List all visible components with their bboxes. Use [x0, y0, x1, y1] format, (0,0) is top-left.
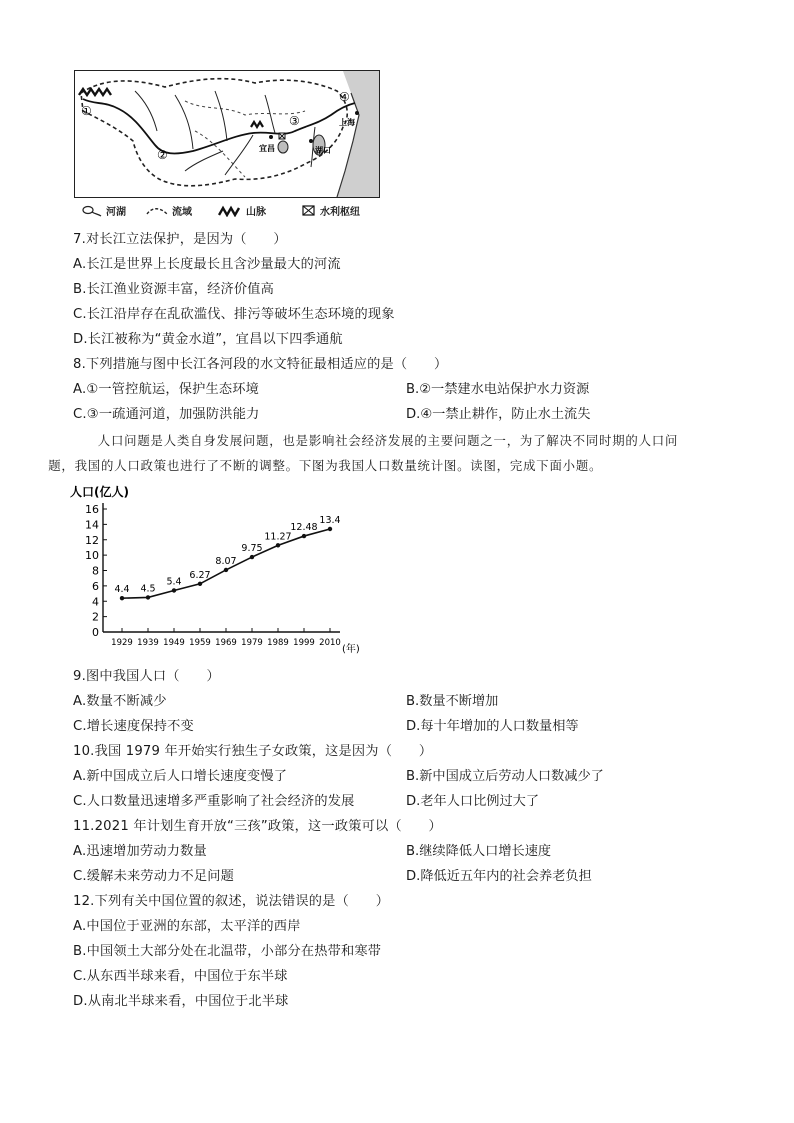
legend-label-river: 河湖 [106, 207, 126, 218]
river-lake-icon [82, 205, 102, 217]
y-tick-label: 0 [92, 626, 99, 639]
lake [278, 141, 288, 153]
q8-option-a[interactable]: A.①一管控航运，保护生态环境 [73, 382, 260, 397]
map-drawing [75, 71, 379, 197]
population-intro [48, 428, 721, 478]
basin-boundary [81, 79, 347, 186]
data-point [146, 595, 150, 599]
q9-option-c[interactable]: C.增长速度保持不变 [73, 719, 194, 734]
q11-stem: 11.2021 年计划生育开放“三孩”政策，这一政策可以（ ） [73, 819, 442, 834]
data-label: 5.4 [166, 576, 182, 588]
q12-option-b[interactable]: B.中国领土大部分处在北温带，小部分在热带和寒带 [73, 944, 382, 959]
y-tick-label: 10 [85, 549, 99, 563]
q11-option-b[interactable]: B.继续降低人口增长速度 [406, 844, 552, 859]
population-chart [70, 482, 380, 657]
city-label-hukou: 湖口 [315, 146, 331, 155]
q12-stem: 12.下列有关中国位置的叙述，说法错误的是（ ） [73, 894, 390, 909]
data-point [328, 527, 332, 531]
q9-option-a[interactable]: A.数量不断减少 [73, 694, 167, 709]
y-tick-label: 6 [92, 579, 99, 593]
x-tick-label: 1959 [189, 638, 211, 648]
data-label: 6.27 [189, 569, 211, 581]
marker-4: ④ [339, 90, 350, 104]
y-tick-label: 4 [92, 595, 99, 609]
q10-option-b[interactable]: B.新中国成立后劳动人口数减少了 [406, 769, 604, 784]
city-label-yichang: 宜昌 [259, 144, 275, 153]
data-label: 12.48 [290, 522, 318, 534]
legend-label-basin: 流域 [172, 207, 192, 218]
q7-option-c[interactable]: C.长江沿岸存在乱砍滥伐、排污等破坏生态环境的现象 [73, 307, 395, 322]
y-tick-label: 8 [92, 564, 99, 578]
intro-line-2: 题，我国的人口政策也进行了不断的调整。下图为我国人口数量统计图。读图，完成下面小题。 [48, 458, 603, 473]
q12-option-d[interactable]: D.从南北半球来看，中国位于北半球 [73, 994, 289, 1009]
q7-option-a[interactable]: A.长江是世界上长度最长且含沙量最大的河流 [73, 257, 341, 272]
legend-item-mountain [218, 203, 266, 218]
mountain-range [79, 89, 111, 95]
city-label-shanghai: 上海 [339, 118, 355, 127]
data-label: 11.27 [264, 531, 292, 543]
data-point [302, 534, 306, 538]
data-label: 4.5 [140, 583, 156, 595]
marker-2: ② [157, 148, 168, 162]
x-tick-label: 1989 [267, 638, 289, 648]
q11-option-a[interactable]: A.迅速增加劳动力数量 [73, 844, 207, 859]
x-tick-label: 1999 [293, 638, 315, 648]
x-tick-label: 1979 [241, 638, 263, 648]
legend-label-dam: 水利枢纽 [320, 207, 360, 218]
x-tick-label: 1949 [163, 638, 185, 648]
mountain-range [251, 122, 263, 127]
q8-option-c[interactable]: C.③一疏通河道，加强防洪能力 [73, 407, 260, 422]
mountain-icon [218, 205, 242, 217]
legend-label-mountain: 山脉 [246, 207, 266, 218]
data-point [198, 582, 202, 586]
q10-option-a[interactable]: A.新中国成立后人口增长速度变慢了 [73, 769, 288, 784]
x-tick-label: 1929 [111, 638, 133, 648]
q11-option-c[interactable]: C.缓解未来劳动力不足问题 [73, 869, 235, 884]
legend-item-dam [302, 203, 360, 218]
data-point [224, 568, 228, 572]
q9-option-b[interactable]: B.数量不断增加 [406, 694, 499, 709]
q7-option-d[interactable]: D.长江被称为“黄金水道”，宜昌以下四季通航 [73, 332, 343, 347]
x-tick-label: 2010 [319, 638, 341, 648]
yangtze-basin-map [74, 70, 380, 198]
y-tick-label: 12 [85, 533, 99, 547]
x-tick-label: 1939 [137, 638, 159, 648]
q11-option-d[interactable]: D.降低近五年内的社会养老负担 [406, 869, 592, 884]
x-tick-label: 1969 [215, 638, 237, 648]
map-legend [82, 201, 382, 219]
data-label: 13.4 [319, 514, 341, 526]
basin-boundary-icon [146, 205, 168, 217]
q8-option-b[interactable]: B.②一禁建水电站保护水力资源 [406, 382, 590, 397]
q9-stem: 9.图中我国人口（ ） [73, 669, 220, 684]
y-tick-label: 14 [85, 518, 99, 532]
intro-line-1: 人口问题是人类自身发展问题，也是影响社会经济发展的主要问题之一，为了解决不同时期的人口问 [97, 433, 679, 448]
data-label: 9.75 [241, 543, 263, 555]
q9-option-d[interactable]: D.每十年增加的人口数量相等 [406, 719, 579, 734]
chart-ylabel: 人口(亿人) [70, 485, 129, 499]
population-line-chart [70, 482, 380, 657]
data-point [250, 555, 254, 559]
marker-1: ① [81, 104, 92, 118]
marker-3: ③ [289, 114, 300, 128]
q8-option-d[interactable]: D.④一禁止耕作，防止水土流失 [406, 407, 591, 422]
chart-xlabel: (年) [342, 644, 360, 655]
data-point [172, 588, 176, 592]
q7-option-b[interactable]: B.长江渔业资源丰富，经济价值高 [73, 282, 275, 297]
dam-icon [302, 205, 316, 217]
data-label: 4.4 [114, 584, 130, 596]
legend-item-river [82, 203, 126, 218]
data-point [120, 596, 124, 600]
data-point [276, 543, 280, 547]
y-tick-label: 2 [92, 610, 99, 624]
data-label: 8.07 [215, 555, 237, 567]
legend-item-basin [146, 203, 192, 218]
q12-option-a[interactable]: A.中国位于亚洲的东部，太平洋的西岸 [73, 919, 301, 934]
q12-option-c[interactable]: C.从东西半球来看，中国位于东半球 [73, 969, 288, 984]
q8-stem: 8.下列措施与图中长江各河段的水文特征最相适应的是（ ） [73, 357, 448, 372]
q7-stem: 7.对长江立法保护，是因为（ ） [73, 232, 287, 247]
q10-option-d[interactable]: D.老年人口比例过大了 [406, 794, 540, 809]
y-tick-label: 16 [85, 503, 99, 516]
q10-option-c[interactable]: C.人口数量迅速增多严重影响了社会经济的发展 [73, 794, 355, 809]
q10-stem: 10.我国 1979 年开始实行独生子女政策，这是因为（ ） [73, 744, 433, 759]
